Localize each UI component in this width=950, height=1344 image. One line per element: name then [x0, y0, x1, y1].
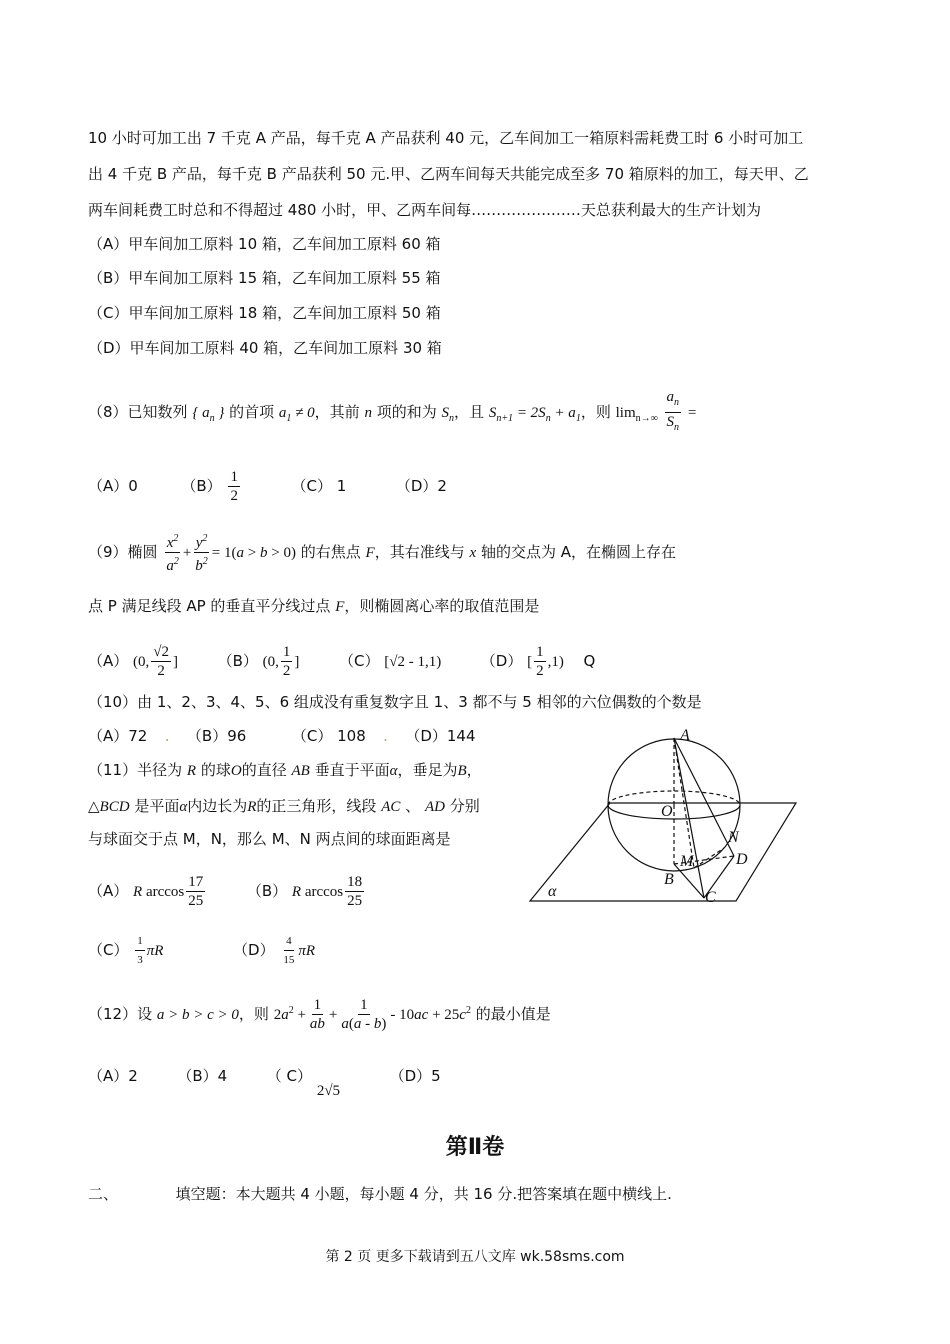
- q12-option-c: （ C）: [266, 1067, 313, 1085]
- q9-options: （A） (0, $\frac{√2}{2}$ ] （B） (0, $\frac{1}{2}$ ] （C） [√2 - 1,1) （D） [ $\frac{1}{2}$ ,1) Q: [88, 644, 596, 679]
- q9-option-b: （B）: [217, 652, 258, 670]
- q11-option-d: （D）: [233, 941, 275, 959]
- figure-label-b: B: [664, 871, 674, 888]
- q11-stem-2: △BCD 是平面α内边长为R的正三角形，线段 AC 、 AD 分别: [88, 797, 480, 815]
- q11-option-a: （A）: [88, 882, 129, 900]
- figure-label-d: D: [736, 851, 748, 868]
- formula-limit: $\lim_{n\to\infty}$: [615, 405, 658, 424]
- q12-stem: （12）设 a > b > c > 0，则 $2a^2$ + $\frac{1}{ab}$ + $\frac{1}{a(a - b)}$ - $10ac + 25c^2$ 的最小值是: [88, 997, 551, 1032]
- q11-stem-1: （11）半径为 R 的球O的直径 AB 垂直于平面α，垂足为B，: [88, 761, 482, 779]
- q8-options: [88, 468, 447, 505]
- figure-label-c: C: [705, 889, 716, 906]
- q10-option-c: （C） 108: [291, 727, 366, 745]
- part-two-title: 第Ⅱ卷: [445, 1135, 505, 1160]
- q8-option-d: （D）2: [395, 477, 447, 495]
- q7-option-b: （B）甲车间加工原料 15 箱，乙车间加工原料 55 箱: [88, 269, 441, 287]
- figure-label-alpha: α: [548, 883, 557, 900]
- q7-option-c: （C）甲车间加工原料 18 箱，乙车间加工原料 50 箱: [88, 304, 441, 322]
- section-heading: 二、 填空题：本大题共 4 小题，每小题 4 分，共 16 分.把答案填在题中横线上.: [88, 1185, 672, 1203]
- q8-stem: （8）已知数列 { $a_n$ } 的首项 $a_1 \ne 0$，其前 n 项的和为 $S_n$，且 $S_{n+1} = 2S_n + a_1$，则 $\lim_{n\to\infty}$ $\frac{a_n}{S_n}$ =: [88, 388, 696, 437]
- intro-line-1: 10 小时可加工出 7 千克 A 产品，每千克 A 产品获利 40 元，乙车间加工一箱原料需耗费工时 6 小时可加工: [88, 129, 804, 147]
- q11-options-ab: （A） R arccos $\frac{17}{25}$ （B） R arccos $\frac{18}{25}$: [88, 874, 363, 909]
- figure-label-a: A: [680, 727, 690, 744]
- q10-stem: （10）由 1、2、3、4、5、6 组成没有重复数字且 1、3 都不与 5 相邻的六位偶数的个数是: [88, 693, 702, 711]
- q11-option-c: （C）: [88, 941, 129, 959]
- q9-line-2: 点 P 满足线段 AP 的垂直平分线过点 F，则椭圆离心率的取值范围是: [88, 597, 540, 615]
- figure-label-o: O: [661, 803, 673, 820]
- q10-option-a: （A）72: [88, 727, 148, 745]
- q12-option-b: （B）4: [177, 1067, 228, 1085]
- q8-option-c: （C） 1: [291, 477, 347, 495]
- q11-stem-3: 与球面交于点 M，N，那么 M、N 两点间的球面距离是: [88, 830, 451, 848]
- q9-option-a: （A）: [88, 652, 129, 670]
- formula-recurrence: $S_{n+1} = 2S_n + a_1$: [488, 405, 581, 424]
- q12-options: （A）2 （B）4 （ C） 2√5 （D）5: [88, 1067, 441, 1099]
- q8-option-a: （A）0: [88, 477, 138, 495]
- intro-line-2: 出 4 千克 B 产品，每千克 B 产品获利 50 元.甲、乙两车间每天共能完成至多 70 箱原料的加工，每天甲、乙: [88, 165, 809, 183]
- formula-sn: $S_n$: [441, 405, 455, 424]
- page-footer: 第 2 页 更多下载请到五八文库 wk.58sms.com: [325, 1249, 625, 1265]
- formula-one-half: $\frac{1}{2}$: [230, 469, 238, 504]
- q12-option-d: （D）5: [389, 1067, 441, 1085]
- formula-a1: $a_1 \ne 0$: [278, 405, 315, 424]
- formula-ellipse: = 1(a > b > 0): [211, 545, 296, 561]
- formula-f: F: [365, 545, 375, 561]
- q12-option-a: （A）2: [88, 1067, 138, 1085]
- q9-option-c: （C）: [338, 652, 380, 670]
- q10-option-b: （B）96: [186, 727, 247, 745]
- figure-label-n: N: [728, 829, 739, 846]
- sphere-plane-figure: [528, 724, 798, 908]
- q7-option-d: （D）甲车间加工原料 40 箱，乙车间加工原料 30 箱: [88, 339, 442, 357]
- q10-options: （A）72 . （B）96 （C） 108 . （D）144: [88, 727, 476, 745]
- formula-an-over-sn: $\frac{a_n}{S_n}$: [666, 389, 680, 433]
- q8-option-b: （B）: [181, 477, 222, 495]
- q7-option-a: （A）甲车间加工原料 10 箱，乙车间加工原料 60 箱: [88, 235, 441, 253]
- q10-option-d: （D）144: [405, 727, 476, 745]
- q9-stem: （9）椭圆 $\frac{x^2}{a^2}$ + $\frac{y^2}{b^2}$ = 1(a > b > 0) 的右焦点 F，其右准线与 x 轴的交点为 A，在椭圆上存在: [88, 530, 676, 575]
- figure-label-m: M: [680, 853, 694, 870]
- intro-line-3: 两车间耗费工时总和不得超过 480 小时，甲、乙两车间每…………….……天总获利最大的生产计划为: [88, 201, 761, 219]
- formula-n: n: [364, 405, 372, 421]
- q11-option-b: （B）: [246, 882, 288, 900]
- q9-option-d: （D）: [480, 652, 523, 670]
- q11-options-cd: （C） $\frac{1}{3}$ πR （D） $\frac{4}{15}$ πR: [88, 932, 315, 969]
- formula-an-set: { $a_n$ }: [192, 405, 225, 424]
